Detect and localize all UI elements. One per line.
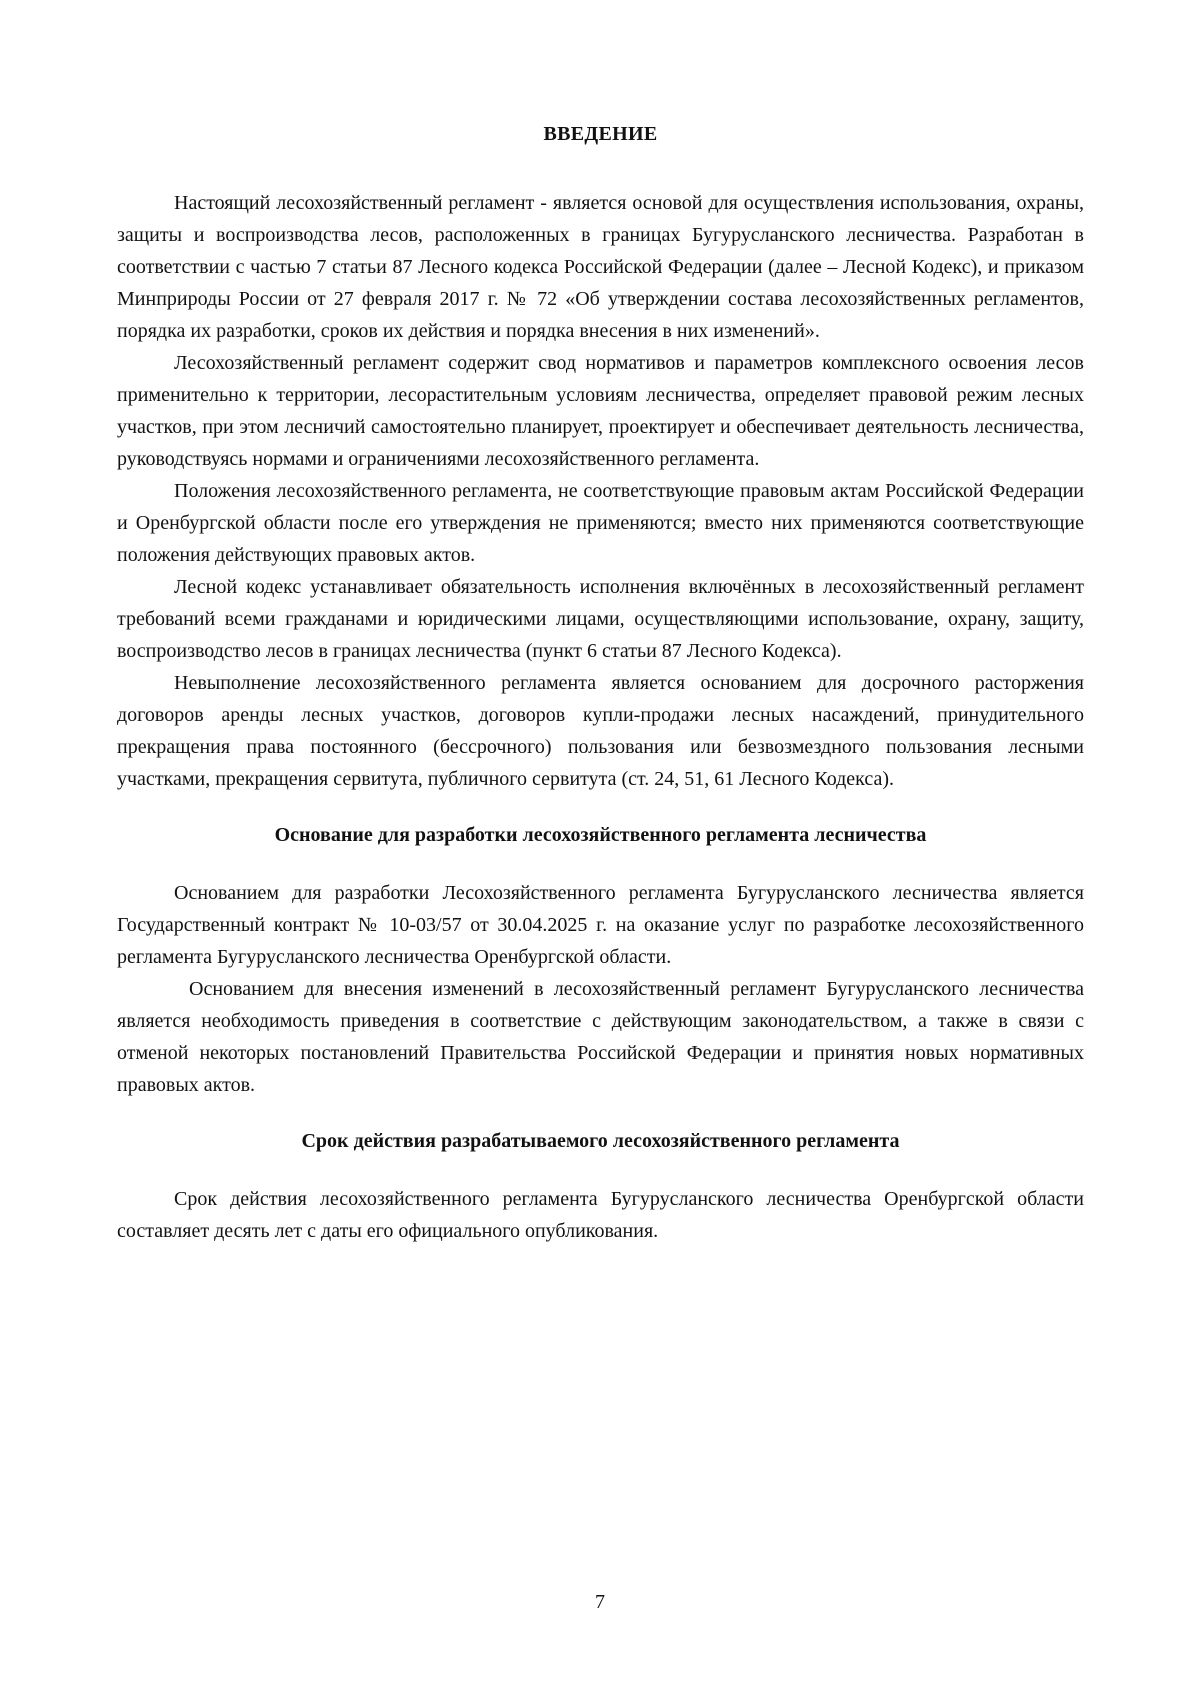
intro-paragraph: Настоящий лесохозяйственный регламент - является основой для осуществления использования, охраны, защиты и воспроизводства лесов, расположенных в границах Бугурусланского лесничества. Разработан в соответствии с частью 7 статьи 87 Лесного кодекса Российской Федерации (далее – Лесной Кодекс), и приказом Минприроды России от 27 февраля 2017 г. № 72 «Об утверждении состава лесохозяйственных регламентов, порядка их разработки, сроков их действия и порядка внесения в них изменений». bbox=[117, 192, 1084, 342]
basis-paragraph: Основанием для внесения изменений в лесохозяйственный регламент Бугурусланского лесничества является необходимость приведения в соответствие с действующим законодательством, а также в связи с отменой некоторых постановлений Правительства Российской Федерации и принятия новых нормативных правовых актов. bbox=[117, 978, 1084, 1096]
section-heading-term: Срок действия разрабатываемого лесохозяйственного регламента bbox=[301, 1130, 900, 1152]
intro-paragraph: Лесохозяйственный регламент содержит свод нормативов и параметров комплексного освоения лесов применительно к территории, лесорастительным условиям лесничества, определяет правовой режим лесных участков, при этом лесничий самостоятельно планирует, проектирует и обеспечивает деятельность лесничества, руководствуясь нормами и ограничениями лесохозяйственного регламента. bbox=[117, 352, 1084, 470]
intro-paragraph: Положения лесохозяйственного регламента, не соответствующие правовым актам Российской Федерации и Оренбургской области после его утверждения не применяются; вместо них применяются соответствующие положения действующих правовых актов. bbox=[117, 480, 1084, 566]
term-paragraph: Срок действия лесохозяйственного регламента Бугурусланского лесничества Оренбургской области составляет десять лет с даты его официального опубликования. bbox=[117, 1188, 1084, 1242]
intro-paragraph: Невыполнение лесохозяйственного регламента является основанием для досрочного расторжения договоров аренды лесных участков, договоров купли-продажи лесных насаждений, принудительного прекращения права постоянного (бессрочного) пользования или безвозмездного пользования лесными участками, прекращения сервитута, публичного сервитута (ст. 24, 51, 61 Лесного Кодекса). bbox=[117, 672, 1084, 790]
page-title: ВВЕДЕНИЕ bbox=[543, 123, 658, 145]
page-number: 7 bbox=[595, 1591, 605, 1613]
basis-paragraph: Основанием для разработки Лесохозяйственного регламента Бугурусланского лесничества является Государственный контракт № 10-03/57 от 30.04.2025 г. на оказание услуг по разработке лесохозяйственного регламента Бугурусланского лесничества Оренбургской области. bbox=[117, 882, 1084, 968]
intro-paragraph: Лесной кодекс устанавливает обязательность исполнения включённых в лесохозяйственный регламент требований всеми гражданами и юридическими лицами, осуществляющими использование, охрану, защиту, воспроизводство лесов в границах лесничества (пункт 6 статьи 87 Лесного Кодекса). bbox=[117, 576, 1084, 662]
section-heading-basis: Основание для разработки лесохозяйственного регламента лесничества bbox=[274, 824, 927, 846]
